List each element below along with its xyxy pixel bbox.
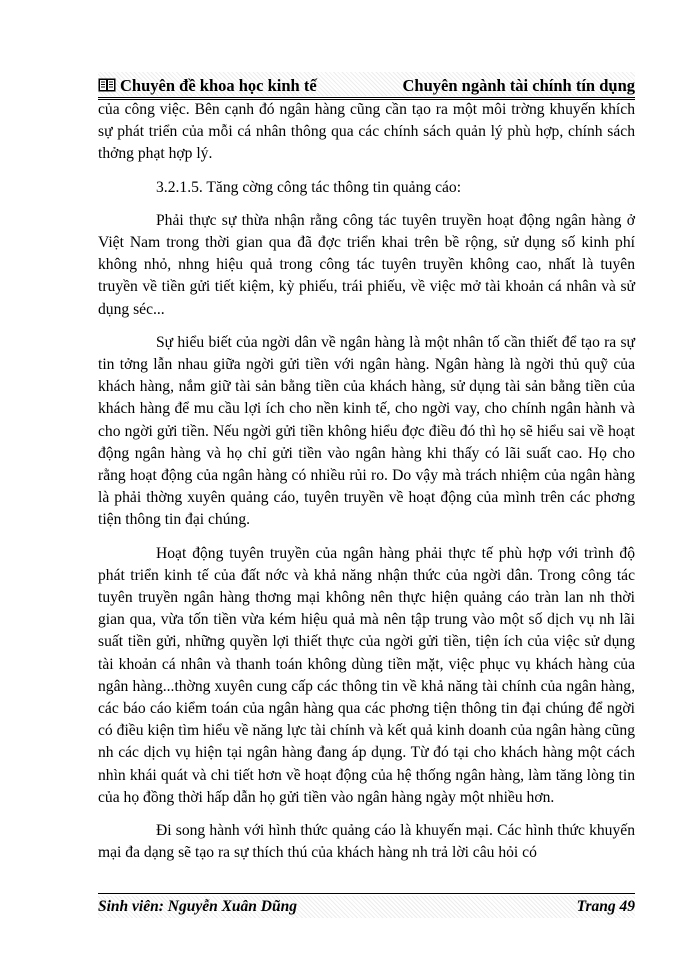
page-header <box>98 72 635 96</box>
body-paragraph: Đi song hành với hình thức quảng cáo là khuyến mại. Các hình thức khuyến mại đa dạng sẽ tạo ra sự thích thú của khách hàng nh trả lời câu hỏi có <box>98 822 635 862</box>
document-body <box>98 99 635 876</box>
body-paragraph: Phải thực sự thừa nhận rằng công tác tuyên truyền hoạt động ngân hàng ở Việt Nam trong thời gian qua đã đợc triển khai trên bề rộng, sử dụng số kinh phí không nhỏ, nhng hiệu quả trong công tác tuyên truyền không cao, nhất là tuyên truyền về tiền gửi tiết kiệm, kỳ phiếu, trái phiếu, về việc mở tài khoản cá nhân và sử dụng séc... <box>98 211 635 318</box>
header-left <box>98 76 317 96</box>
page-footer <box>98 896 635 918</box>
book-icon <box>98 78 116 92</box>
continuation-paragraph: của công việc. Bên cạnh đó ngân hàng cũng cần tạo ra một môi trờng khuyến khích sự phát triển của mỗi cá nhân thông qua các chính sách quản lý phù hợp, chính sách thởng phạt hợp lý. <box>98 101 635 163</box>
footer-page-number: Trang 49 <box>576 898 635 915</box>
footer-student: Sinh viên: Nguyễn Xuân Dũng <box>98 898 297 915</box>
footer-divider <box>98 893 635 894</box>
header-left-title: Chuyên đề khoa học kinh tế <box>120 76 317 95</box>
header-right-title: Chuyên ngành tài chính tín dụng <box>402 76 635 95</box>
body-paragraph: Hoạt động tuyên truyền của ngân hàng phải thực tế phù hợp với trình độ phát triển kinh tế của đất nớc và khả năng nhận thức của ngời dân. Trong công tác tuyên truyền ngân hàng thơng mại không nên thực hiện quảng cáo tràn lan nh thời gian qua, vừa tốn tiền vừa kém hiệu quả mà nên tập trung vào một số dịch vụ nh lãi suất tiền gửi, những quyền lợi thiết thực của ngời gửi tiền, tiện ích của việc sử dụng tài khoản cá nhân và thanh toán không dùng tiền mặt, việc phục vụ khách hàng của ngân hàng...thờng xuyên cung cấp các thông tin về khả năng tài chính của ngân hàng, các báo cáo kiểm toán của ngân hàng qua các phơng tiện thông tin đại chúng để ngời có điều kiện tìm hiểu về năng lực tài chính và kết quả kinh doanh của ngân hàng cũng nh các dịch vụ hiện tại ngân hàng đang áp dụng. Từ đó tại cho khách hàng một cách nhìn khái quát và chi tiết hơn về hoạt động của hệ thống ngân hàng, làm tăng lòng tin của họ đồng thời hấp dẫn họ gửi tiền vào ngân hàng ngày một nhiều hơn. <box>98 544 635 806</box>
section-heading: 3.2.1.5. Tăng cờng công tác thông tin quảng cáo: <box>156 178 462 196</box>
body-paragraph: Sự hiểu biết của ngời dân về ngân hàng là một nhân tố cần thiết để tạo ra sự tin tởng lẫn nhau giữa ngời gửi tiền với ngân hàng. Ngân hàng là ngời thủ quỹ của khách hàng, nắm giữ tài sản bằng tiền của khách hàng, sử dụng tài sản bằng tiền của khách hàng để mu cầu lợi ích cho nền kinh tế, cho ngời vay, cho chính ngân hành và cho ngời gửi tiền. Nếu ngời gửi tiền không hiểu đợc điều đó thì họ sẽ hiểu sai về hoạt động ngân hàng và họ chỉ gửi tiền vào ngân hàng khi thấy có lãi suất cao. Họ cho rằng hoạt động của ngân hàng có nhiều rủi ro. Do vậy mà trách nhiệm của ngân hàng là phải thờng xuyên quảng cáo, tuyên truyền về hoạt động của mình trên các phơng tiện thông tin đại chúng. <box>98 333 635 529</box>
